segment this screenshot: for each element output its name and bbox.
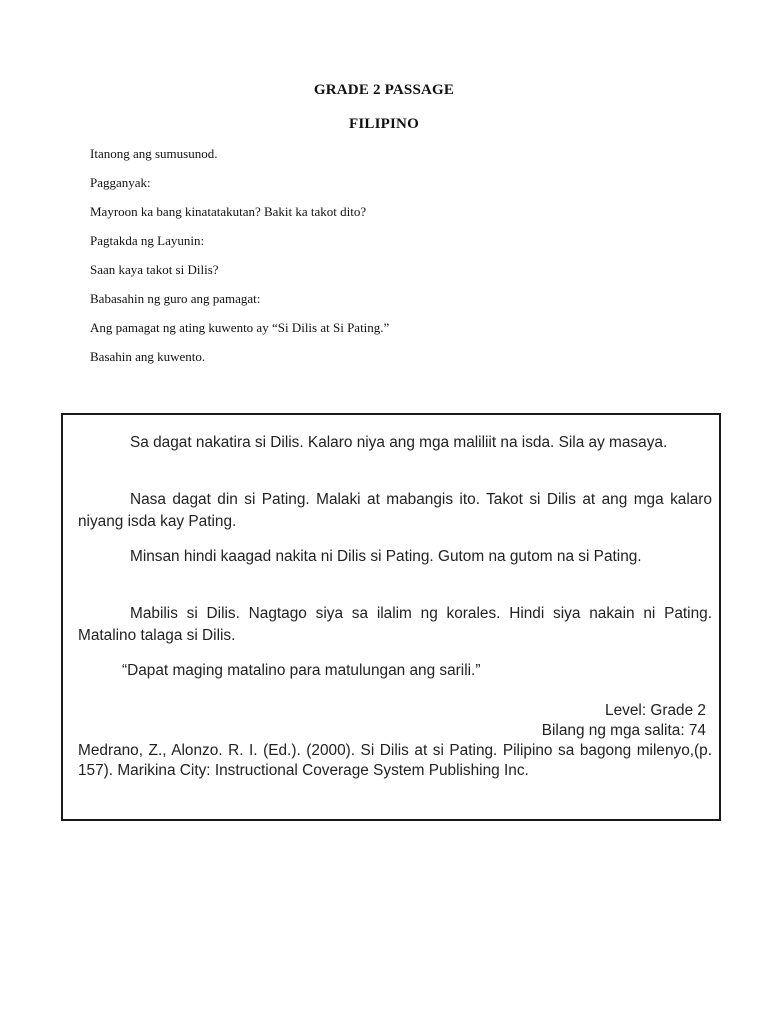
word-count-label: Bilang ng mga salita: 74 — [541, 722, 706, 739]
story-paragraph: Nasa dagat din si Pating. Malaki at mabangis ito. Takot si Dilis at ang mga kalaro niyang isda kay Pating. — [78, 491, 712, 530]
story-quote: “Dapat maging matalino para matulungan ang sarili.” — [122, 662, 481, 679]
story-paragraph: Sa dagat nakatira si Dilis. Kalaro niya ang mga maliliit na isda. Sila ay masaya. — [130, 434, 668, 451]
instruction-line: Saan kaya takot si Dilis? — [90, 262, 219, 277]
instruction-line: Basahin ang kuwento. — [90, 349, 206, 364]
page-subtitle: FILIPINO — [349, 116, 419, 132]
instruction-line: Itanong ang sumusunod. — [90, 146, 218, 161]
story-paragraph: Mabilis si Dilis. Nagtago siya sa ilalim ng korales. Hindi siya nakain ni Pating. Matalino talaga si Dilis. — [78, 605, 712, 644]
level-label: Level: Grade 2 — [605, 702, 706, 719]
instruction-line: Pagganyak: — [90, 175, 151, 190]
instruction-line: Babasahin ng guro ang pamagat: — [90, 291, 261, 306]
story-box — [61, 413, 721, 821]
instructions-section — [90, 144, 690, 376]
instruction-line: Ang pamagat ng ating kuwento ay “Si Dilis at Si Pating.” — [90, 320, 390, 335]
instruction-line: Pagtakda ng Layunin: — [90, 233, 205, 248]
page-title: GRADE 2 PASSAGE — [313, 82, 455, 98]
reference-citation: Medrano, Z., Alonzo. R. I. (Ed.). (2000). Si Dilis at si Pating. Pilipino sa bagong milenyo,(p. 157). Marikina City: Instructional Coverage System Publishing Inc. — [78, 742, 712, 779]
instruction-line: Mayroon ka bang kinatatakutan? Bakit ka takot dito? — [90, 204, 367, 219]
story-paragraph: Minsan hindi kaagad nakita ni Dilis si Pating. Gutom na gutom na si Pating. — [130, 548, 642, 565]
